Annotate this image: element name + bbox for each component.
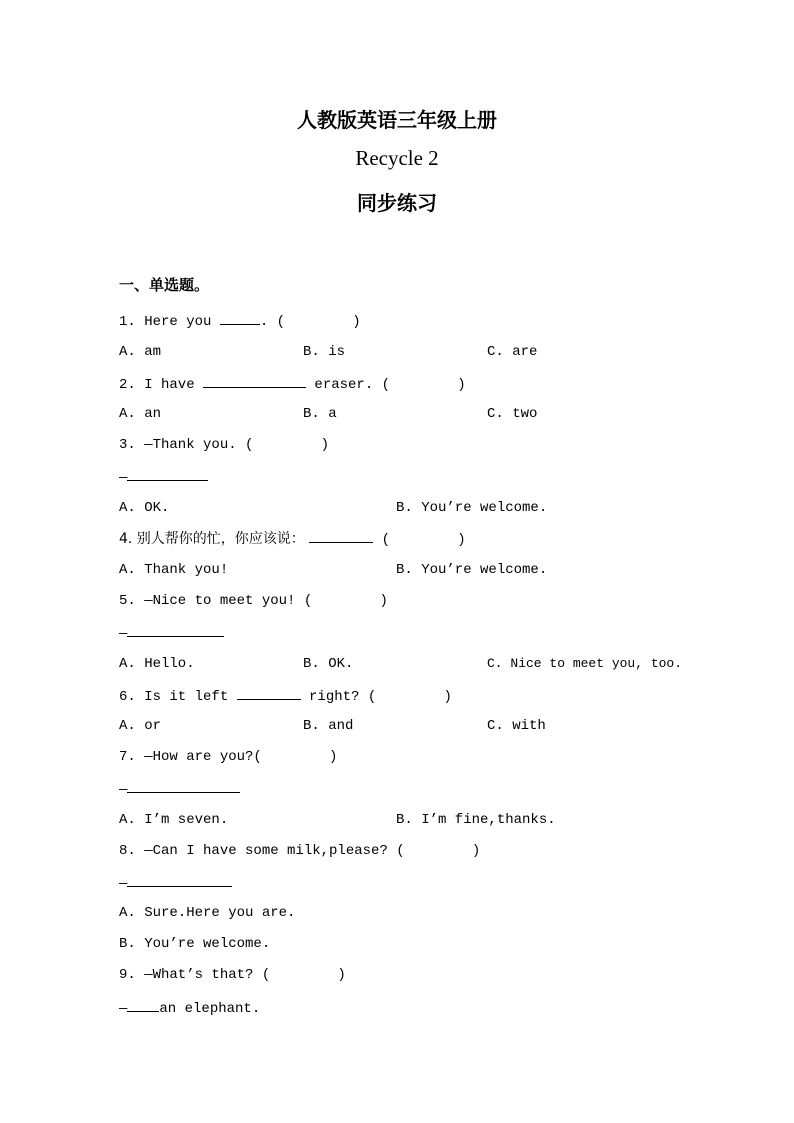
question-2-option-b[interactable]: B. a [303, 406, 337, 422]
answer-blank[interactable] [127, 779, 240, 793]
question-4-stem: 4. 别人帮你的忙，你应该说： ( ) [119, 531, 466, 548]
question-5-stem: 5. —Nice to meet you! ( ) [119, 593, 388, 609]
answer-blank[interactable] [203, 374, 306, 388]
question-2-stem: 2. I have eraser. ( ) [119, 374, 466, 394]
answer-blank[interactable] [237, 686, 301, 700]
question-6-option-c[interactable]: C. with [487, 718, 546, 734]
answer-blank[interactable] [220, 311, 260, 325]
question-5-option-c[interactable]: C. Nice to meet you, too. [487, 656, 683, 671]
question-8-option-a[interactable]: A. Sure.Here you are. [119, 905, 296, 921]
question-8-stem: 8. —Can I have some milk,please? ( ) [119, 843, 481, 859]
question-1-option-a[interactable]: A. am [119, 344, 162, 360]
section-title: 一、单选题。 [119, 276, 210, 294]
question-7-option-a[interactable]: A. I’m seven. [119, 812, 229, 828]
question-6-option-a[interactable]: A. or [119, 718, 162, 734]
question-1-option-b[interactable]: B. is [303, 344, 346, 360]
question-8-option-b[interactable]: B. You’re welcome. [119, 936, 271, 952]
question-7-answer-line: — [119, 779, 240, 799]
question-5-answer-line: — [119, 623, 224, 643]
question-3-stem: 3. —Thank you. ( ) [119, 437, 330, 453]
answer-blank[interactable] [127, 998, 159, 1012]
question-9-answer-line: — an elephant. [119, 998, 260, 1018]
question-3-option-b[interactable]: B. You’re welcome. [396, 500, 548, 516]
question-9-stem: 9. —What’s that? ( ) [119, 967, 346, 983]
answer-blank[interactable] [127, 467, 208, 481]
answer-blank[interactable] [127, 873, 232, 887]
question-5-option-b[interactable]: B. OK. [303, 656, 354, 672]
question-4-option-b[interactable]: B. You’re welcome. [396, 562, 548, 578]
question-6-option-b[interactable]: B. and [303, 718, 354, 734]
question-1-option-c[interactable]: C. are [487, 344, 538, 360]
question-2-option-c[interactable]: C. two [487, 406, 538, 422]
question-3-answer-line: — [119, 467, 208, 487]
answer-blank[interactable] [309, 529, 373, 543]
question-1-stem: 1. Here you . ( ) [119, 311, 361, 331]
question-4-option-a[interactable]: A. Thank you! [119, 562, 229, 578]
question-7-stem: 7. —How are you?( ) [119, 749, 338, 765]
title-en: Recycle 2 [355, 146, 439, 170]
question-6-stem: 6. Is it left right? ( ) [119, 686, 452, 706]
title-cn: 人教版英语三年级上册 [297, 108, 497, 132]
question-5-option-a[interactable]: A. Hello. [119, 656, 195, 672]
subtitle: 同步练习 [357, 191, 437, 215]
question-2-option-a[interactable]: A. an [119, 406, 162, 422]
answer-blank[interactable] [127, 623, 224, 637]
question-7-option-b[interactable]: B. I’m fine,thanks. [396, 812, 556, 828]
question-8-answer-line: — [119, 873, 232, 893]
question-3-option-a[interactable]: A. OK. [119, 500, 170, 516]
